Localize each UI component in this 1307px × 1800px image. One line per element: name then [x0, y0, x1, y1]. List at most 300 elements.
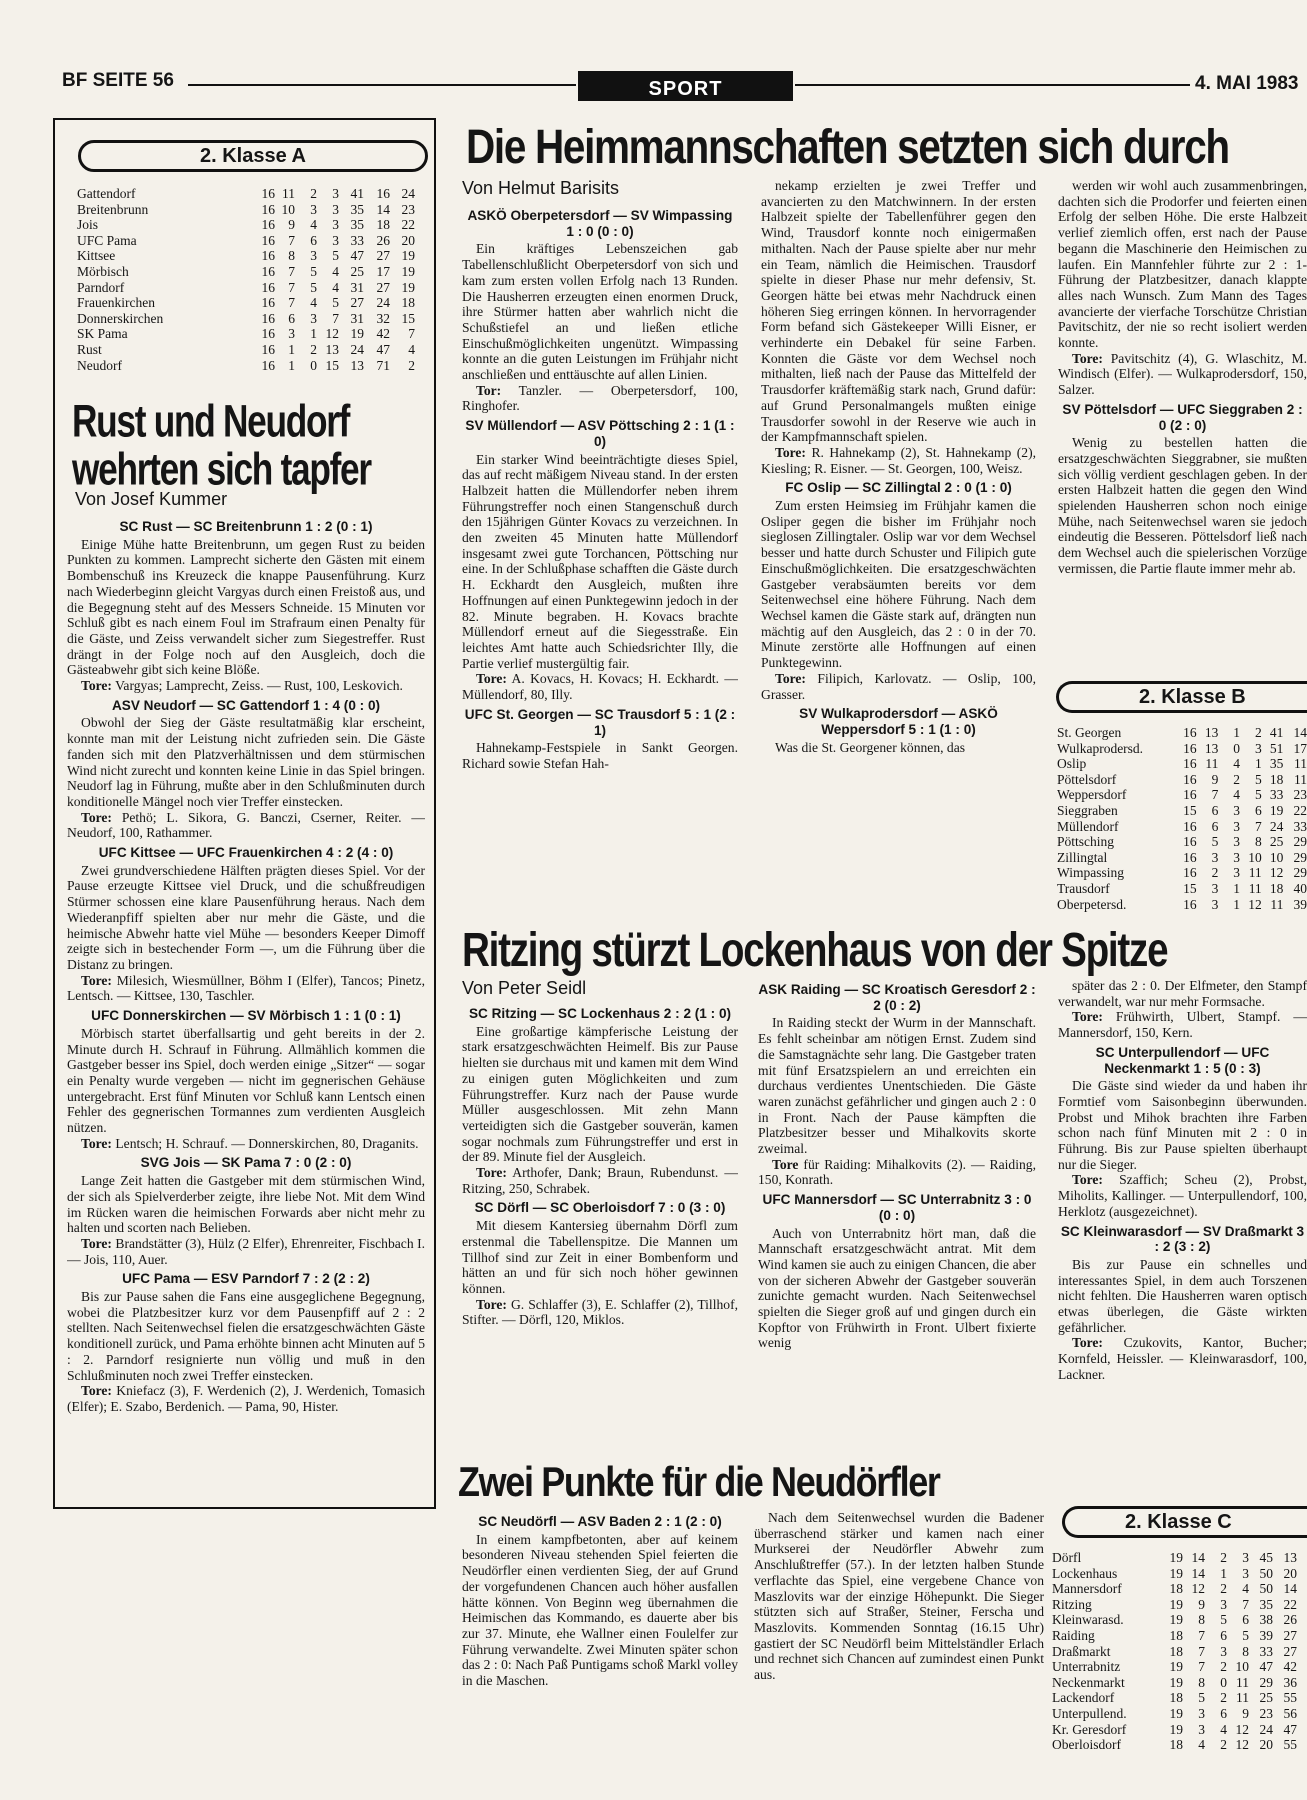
table-cell: 7 — [408, 326, 415, 342]
table-cell: 3 — [1242, 1550, 1249, 1565]
match-report: Wenig zu bestellen hatten die ersatzgeschwächten Sieggrabner, sie mußten sich völlig verdient geschlagen geben. In der ersten Halbzeit hatten die gegen den Wind spielenden Hausherren schon noch einige Mühe, nach Seitenwechsel waren sie jedoch eindeutig die Besseren. Pöttelsdorf ließ nach dem Wechsel auch die spielerischen Vorzüge vermissen, die Partie flaute immer mehr ab. — [1058, 435, 1307, 576]
team-name: Trausdorf — [1057, 880, 1110, 896]
table-row — [1057, 756, 1307, 772]
match-report: Was die St. Georgener können, das — [775, 739, 966, 755]
table-cell: 6 — [1211, 802, 1219, 818]
table-cell: 3 — [310, 201, 317, 217]
table-cell: 8 — [288, 248, 295, 264]
match-report: In einem kampfbetonten, aber auf keinem besonderen Niveau stehenden Spiel feierten die Neudörfler einen verdienten Sieg, der auf Grund der vorgefundenen Chancen auch höher ausfallen hätte können. Von Beginn weg übernahmen die Heimischen das Kommando, es dauerte aber bis zur 37. Minute, ehe Wallner einen Foulelfer zur Führung verwandelte. Zwei Minuten später schon das 2 : 0: Nach Paß Puntigams schoß Markl volley in die Maschen. — [462, 1531, 738, 1689]
table-cell: 8 — [1254, 834, 1262, 850]
table-cell: 11 — [1205, 756, 1219, 772]
table-cell: 16 — [261, 201, 275, 217]
scorers-label: Tore: — [81, 1135, 112, 1151]
table-cell: 11 — [1236, 1674, 1249, 1690]
team-name: Pöttsching — [1057, 834, 1115, 850]
table-cell: 35 — [350, 201, 364, 217]
table-cell: 24 — [350, 341, 364, 357]
table-cell: 2 — [310, 186, 317, 201]
table-cell: 19 — [1169, 1550, 1183, 1565]
table-row — [77, 264, 427, 280]
scorers-line — [462, 383, 738, 414]
table-cell: 12 — [1235, 1737, 1249, 1753]
match-heading: UFC Donnerskirchen — SV Mörbisch 1 : 1 (0 : 1) — [91, 1008, 401, 1024]
scorers-text: G. Schlaffer (3), E. Schlaffer (2), Tillhof, Stifter. — Dörfl, 120, Miklos. — [462, 1296, 738, 1328]
scorers-line — [67, 810, 425, 841]
table-cell: 2 — [408, 357, 415, 373]
table-cell: 1 — [1254, 756, 1262, 772]
scorers-label: Tore: — [775, 444, 806, 460]
table-cell: 2 — [1220, 1737, 1227, 1753]
table-cell: 41 — [350, 186, 364, 201]
table-cell: 19 — [1169, 1565, 1183, 1581]
table-cell: 17 — [1293, 740, 1307, 756]
scorers-label: Tore — [772, 1156, 799, 1172]
table-cell: 16 — [261, 186, 275, 201]
table-cell: 16 — [1183, 849, 1197, 865]
table-cell: 14 — [1293, 725, 1307, 740]
table-cell: 12 — [1235, 1721, 1249, 1737]
team-name: Lackendorf — [1052, 1690, 1115, 1706]
headline-rust-neudorf-2: wehrten sich tapfer — [72, 444, 371, 495]
table-cell: 10 — [1269, 849, 1284, 865]
scorers-line — [462, 1165, 738, 1196]
match-report: Zwei grundverschiedene Hälften prägten dieses Spiel. Vor der Pause erzeugte Kittsee viel Druck, und die schußfreudigen Stürmer schossen eine klare Pausenführung heraus. Nach dem Wiederanpfiff spielten aber nur mehr die Gäste, und die heimische Abwehr hatte viel Mühe — besonders Keeper Dimoff zeigte sich in bestechender Form —, um die Führung über die Distanz zu bringen. — [67, 862, 425, 972]
match-report: Eine großartige kämpferische Leistung der stark ersatzgeschwächten Heimelf. Bis zur Pause hielten sie durchaus mit und kamen mit dem Wind zu einigen guten Möglichkeiten und zum Führungstreffer. Kurz nach der Pause wurde Müller ausgeschlossen. Mit zehn Mann verteidigten sich die Gastgeber souverän, kamen sogar nochmals zum Führungstreffer und erst in der 89. Minute fiel der Ausgleich. — [462, 1023, 738, 1165]
table-cell: 3 — [1198, 1705, 1205, 1721]
team-name: Neudorf — [77, 357, 122, 373]
match-report: Mit diesem Kantersieg übernahm Dörfl zum erstenmal die Tabellenspitze. Die Mannen um Tillhof sind zur Zeit in einer Bombenform und hätten an und für sich noch höher gewinnen können. — [462, 1218, 738, 1296]
team-name: Oberloisdorf — [1052, 1737, 1121, 1753]
table-cell: 19 — [1169, 1596, 1183, 1612]
table-cell: 35 — [1259, 1596, 1273, 1612]
page-number: BF SEITE 56 — [62, 70, 174, 91]
table-cell: 35 — [1269, 756, 1284, 772]
table-cell: 16 — [1183, 725, 1197, 740]
match-heading: SC Ritzing — SC Lockenhaus 2 : 2 (1 : 0) — [468, 1006, 732, 1021]
team-name: Raiding — [1052, 1627, 1095, 1643]
scorers-text: für Raiding: Mihalkovits (2). — Raiding, 150, Konrath. — [758, 1156, 1036, 1188]
match-report: Bis zur Pause ein schnelles und interessantes Spiel, in dem auch Torszenen nicht fehlten. Die Hausherren waren optisch etwas überlegen, die Gäste wirkten gefährlicher. — [1058, 1256, 1307, 1335]
match-report: Ein kräftiges Lebenszeichen gab Tabellenschlußlicht Oberpetersdorf von sich und kam zum ersten vollen Erfolg nach 13 Runden. Die Hausherren erzeugten einen enormen Druck, ihre Stürmer hatten aber wahrlich nicht die Schußstiefel an und ließen etliche Einschußmöglichkeiten ungenützt. Wimpassing konnte an die guten Leistungen im Frühjahr nicht anschließen und enttäuschte auf allen Linien. — [462, 241, 738, 383]
table-row — [77, 311, 427, 327]
table-cell: 16 — [261, 295, 275, 311]
table-cell: 23 — [1259, 1705, 1273, 1721]
scorers-line — [761, 671, 1036, 702]
table-cell: 19 — [1169, 1659, 1183, 1675]
table-cell: 16 — [261, 263, 275, 279]
middle-article-col3 — [1058, 978, 1307, 1453]
scorers-text: Vargyas; Lamprecht, Zeiss. — Rust, 100, Leskovich. — [111, 678, 403, 694]
match-heading: ASK Raiding — SC Kroatisch Geresdorf 2 : 2 (0 : 2) — [758, 982, 1036, 1013]
table-cell: 19 — [401, 279, 415, 295]
table-cell: 18 — [401, 295, 415, 311]
table-cell: 31 — [350, 279, 364, 295]
table-cell: 3 — [1220, 1596, 1227, 1612]
team-name: St. Georgen — [1057, 725, 1122, 740]
table-cell: 32 — [376, 310, 390, 326]
table-row — [1052, 1690, 1307, 1706]
table-cell: 4 — [1242, 1581, 1249, 1597]
table-cell: 4 — [310, 217, 317, 233]
table-cell: 11 — [1294, 771, 1307, 787]
top-article-col3 — [1058, 178, 1307, 666]
match-report: Mörbisch startet überfallsartig und geht bereits in der 2. Minute durch H. Schrauf in Führung. Allmählich kommen die Gastgeber besser ins Spiel, doch werden einige „Sitzer“ — sogar ein Penalty wurde vergeben — nicht im gegnerischen Gehäuse untergebracht. Erst fünf Minuten vor Schluß kann Lentsch einen Fehler des gegnerischen Tormannes zum verdienten Ausgleich nützen. — [67, 1025, 425, 1136]
table-cell: 26 — [1283, 1612, 1297, 1628]
table-cell: 51 — [1269, 740, 1284, 756]
table-cell: 0 — [1220, 1674, 1227, 1690]
table-cell: 18 — [1269, 880, 1284, 896]
table-cell: 14 — [1191, 1565, 1205, 1581]
table-cell: 13 — [1204, 740, 1219, 756]
header-rule-left — [188, 84, 576, 86]
scorers-line — [1058, 351, 1307, 398]
team-name: Oberpetersd. — [1057, 896, 1127, 912]
scorers-line — [67, 1383, 425, 1414]
table-cell: 12 — [1191, 1581, 1205, 1597]
table-cell: 1 — [1233, 896, 1241, 912]
table-cell: 4 — [310, 295, 317, 311]
table-cell: 7 — [1211, 787, 1219, 803]
team-name: SK Pama — [77, 326, 128, 342]
match-report: Auch von Unterrabnitz hört man, daß die Mannschaft ersatzgeschwächt antrat. Mit dem Wind kamen sie auch zu einigen Chancen, die aber von der sicheren Abwehr der Gastgeber souverän zunichte gemacht wurden. Nach Seitenwechsel spielten die Sieger groß auf und gingen durch ein Kopftor von Frühwirth in Front. Ulbert fixierte wenig — [758, 1225, 1036, 1351]
table-cell: 16 — [1183, 740, 1197, 756]
team-name: Draßmarkt — [1052, 1643, 1111, 1659]
byline-left: Von Josef Kummer — [75, 489, 228, 509]
table-cell: 6 — [288, 310, 295, 326]
table-cell: 16 — [1183, 896, 1197, 912]
scorers-text: Tanzler. — Oberpetersdorf, 100, Ringhofer. — [462, 382, 738, 414]
headline-rust-neudorf-1: Rust und Neudorf — [72, 396, 350, 447]
table-cell: 13 — [350, 357, 364, 373]
top-article-col1 — [462, 204, 738, 922]
table-cell: 18 — [1169, 1627, 1183, 1643]
table-cell: 6 — [1254, 802, 1262, 818]
table-cell: 19 — [1169, 1674, 1183, 1690]
team-name: Donnerskirchen — [77, 310, 164, 326]
table-cell: 20 — [1259, 1737, 1273, 1753]
bottom-article-col2 — [754, 1510, 1044, 1798]
league-b-title: 2. Klasse B — [1056, 681, 1307, 713]
scorers-label: Tore: — [81, 1383, 112, 1399]
table-cell: 6 — [1242, 1612, 1249, 1628]
table-cell: 23 — [1293, 787, 1307, 803]
scorers-label: Tore: — [476, 671, 507, 687]
table-cell: 39 — [1259, 1627, 1273, 1643]
table-cell: 16 — [261, 341, 275, 357]
headline-neudoerfler: Zwei Punkte für die Neudörfler — [458, 1459, 940, 1506]
table-cell: 36 — [1283, 1674, 1297, 1690]
table-cell: 4 — [332, 263, 339, 279]
table-cell: 22 — [401, 217, 415, 233]
scorers-label: Tore: — [1072, 1172, 1103, 1188]
table-cell: 41 — [1269, 725, 1284, 740]
scorers-label: Tore: — [81, 1235, 112, 1251]
table-row — [1052, 1597, 1307, 1613]
table-cell: 0 — [310, 357, 317, 373]
table-cell: 16 — [1183, 771, 1197, 787]
table-cell: 5 — [1198, 1690, 1205, 1706]
scorers-line — [67, 973, 425, 1004]
middle-article-col2 — [758, 978, 1036, 1456]
table-cell: 10 — [1248, 849, 1262, 865]
table-cell: 16 — [261, 326, 275, 342]
match-heading: UFC Kittsee — UFC Frauenkirchen 4 : 2 (4 : 0) — [98, 845, 394, 861]
table-cell: 5 — [1220, 1612, 1227, 1628]
team-name: Ritzing — [1052, 1596, 1092, 1612]
table-cell: 15 — [1183, 802, 1197, 818]
table-cell: 3 — [332, 201, 339, 217]
table-cell: 0 — [1233, 740, 1241, 756]
table-cell: 2 — [1220, 1581, 1227, 1597]
bottom-article-col1 — [462, 1510, 738, 1798]
table-cell: 3 — [1233, 834, 1241, 850]
match-heading: ASV Neudorf — SC Gattendorf 1 : 4 (0 : 0) — [111, 697, 381, 713]
team-name: Kr. Geresdorf — [1052, 1721, 1127, 1737]
scorers-text: Szaffich; Scheu (2), Probst, Miholits, Kallinger. — Unterpullendorf, 100, Herklotz (ausgezeichnet). — [1058, 1172, 1307, 1219]
table-row — [77, 233, 427, 249]
table-row — [1057, 865, 1307, 881]
table-cell: 6 — [1220, 1627, 1227, 1643]
table-cell: 47 — [350, 248, 364, 264]
scorers-label: Tore: — [81, 972, 112, 988]
table-cell: 10 — [281, 201, 295, 217]
table-cell: 29 — [1293, 849, 1307, 865]
scorers-label: Tore: — [1072, 1009, 1103, 1025]
table-cell: 3 — [288, 326, 295, 342]
table-row — [1057, 819, 1307, 835]
scorers-text: Milesich, Wiesmüllner, Böhm I (Elfer), Tancos; Pinetz, Lentsch. — Kittsee, 130, Taschler. — [67, 972, 425, 1004]
table-cell: 2 — [310, 341, 317, 357]
match-report: später das 2 : 0. Der Elfmeter, den Stampf verwandelt, war nur mehr Formsache. — [1058, 978, 1307, 1009]
match-heading: UFC Pama — ESV Parndorf 7 : 2 (2 : 2) — [122, 1271, 370, 1287]
table-cell: 6 — [310, 232, 317, 248]
scorers-label: Tore: — [476, 1296, 507, 1312]
match-report: werden wir wohl auch zusammenbringen, dachten sich die Prodorfer und feierten einen Erfolg der selben Höhe. Die erste Halbzeit verlief ziemlich offen, erst nach der Pause begann die Maschinerie den Heimischen zu laufen. Ein Mannfehler führte zur 2 : 1-Führung der Platzbesitzer, danach klappte alles nach Wunsch. Zum Mann des Tages avancierte der vierfache Torschütze Christian Pavitschitz, der nie so recht isoliert werden konnte. — [1058, 178, 1307, 351]
table-row — [1057, 772, 1307, 788]
table-cell: 3 — [332, 186, 339, 201]
headline-heimmannschaften: Die Heimmannschaften setzten sich durch — [466, 119, 1229, 174]
table-row — [1057, 803, 1307, 819]
table-cell: 11 — [1248, 865, 1262, 881]
table-cell: 39 — [1293, 896, 1307, 912]
headline-ritzing: Ritzing stürzt Lockenhaus von der Spitze — [462, 922, 1168, 977]
table-cell: 3 — [310, 310, 317, 326]
table-row — [77, 326, 427, 342]
scorers-label: Tore: — [476, 1165, 507, 1181]
table-cell: 18 — [1269, 771, 1284, 787]
match-report: Hahnekamp-Festspiele in Sankt Georgen. Richard sowie Stefan Hah- — [462, 740, 738, 771]
team-name: Dörfl — [1052, 1550, 1082, 1565]
table-cell: 18 — [1169, 1581, 1183, 1597]
table-cell: 33 — [350, 232, 364, 248]
table-row — [1057, 850, 1307, 866]
table-cell: 8 — [1198, 1674, 1205, 1690]
table-cell: 11 — [1236, 1690, 1249, 1706]
table-cell: 16 — [1183, 818, 1197, 834]
table-row — [77, 248, 427, 264]
table-row — [1052, 1581, 1307, 1597]
match-heading: SC Kleinwarasdorf — SV Draßmarkt 3 : 2 (3 : 2) — [1060, 1223, 1305, 1255]
table-cell: 7 — [1254, 818, 1262, 834]
table-cell: 2 — [1220, 1690, 1227, 1706]
table-cell: 9 — [288, 217, 295, 233]
team-name: Kleinwarasd. — [1052, 1612, 1124, 1628]
table-cell: 24 — [401, 186, 415, 201]
table-cell: 5 — [1242, 1627, 1249, 1643]
team-name: Rust — [77, 341, 102, 357]
table-cell: 50 — [1259, 1565, 1273, 1581]
table-cell: 27 — [376, 248, 390, 264]
table-cell: 56 — [1283, 1705, 1297, 1721]
team-name: Lockenhaus — [1052, 1565, 1118, 1581]
table-cell: 11 — [1294, 756, 1307, 772]
scorers-label: Tore: — [81, 809, 112, 825]
table-cell: 18 — [376, 217, 390, 233]
table-cell: 6 — [1211, 818, 1219, 834]
match-report: Ein starker Wind beeinträchtigte dieses Spiel, das auf recht mäßigem Niveau stand. In der ersten Halbzeit hatten die Müllendorfer neben ihrem Führungstreffer noch einen Stangenschuß durch den 15jährigen Günter Kovacs zu verzeichnen. In den zweiten 45 Minuten hatte Müllendorf insgesamt zwei gute Torchancen, Pöttsching nur eine. In der Schlußphase schafften die Gäste durch H. Eckhardt den Ausgleich, mußten ihre Hoffnungen auf einen Punktegewinn jedoch in der 82. Minute begraben. H. Kovacs brachte Müllendorf erneut auf die Siegesstraße. Ein leichtes Amt hatte auch Schiedsrichter Illy, die Partie verlief mustergültig fair. — [462, 451, 738, 671]
table-cell: 4 — [408, 341, 415, 357]
table-cell: 12 — [325, 326, 339, 342]
top-article-col2 — [761, 178, 1036, 922]
match-heading: SV Müllendorf — ASV Pöttsching 2 : 1 (1 : 0) — [465, 418, 735, 449]
scorers-text: Frühwirth, Ulbert, Stampf. — Mannersdorf, 150, Kern. — [1058, 1009, 1307, 1041]
table-row — [1052, 1706, 1307, 1722]
scorers-line — [758, 1157, 1036, 1188]
team-name: Gattendorf — [77, 186, 136, 201]
table-cell: 55 — [1283, 1690, 1297, 1706]
scorers-label: Tor: — [476, 382, 502, 398]
table-row — [1057, 741, 1307, 757]
table-cell: 71 — [376, 357, 390, 373]
table-row — [77, 358, 427, 374]
middle-article-col1 — [462, 1002, 738, 1456]
table-cell: 5 — [1211, 834, 1219, 850]
section-label: SPORT — [578, 71, 793, 101]
scorers-label: Tore: — [81, 678, 112, 694]
match-report: Einige Mühe hatte Breitenbrunn, um gegen Rust zu beiden Punkten zu kommen. Lamprecht sicherte den Gästen mit einem Bombenschuß ins Kreuzeck die knappe Pausenführung. Kurz nach Wiederbeginn gleicht Vargyas durch einen Freistoß aus, und die Begegnung steht auf des Messers Schneide. 15 Minuten vor Schluß gibt es nach einem Foul im Strafraum einen Penalty für die Gäste, und Zeiss verwandelt sicher zum Siegestreffer. Rust drängt in der Folge noch auf den Ausgleich, doch die Gästeabwehr gibt sich keine Blöße. — [67, 536, 425, 678]
table-cell: 3 — [1198, 1721, 1205, 1737]
scorers-line — [67, 678, 425, 694]
table-cell: 16 — [261, 357, 275, 373]
table-cell: 14 — [1283, 1581, 1297, 1597]
table-cell: 11 — [1248, 880, 1262, 896]
match-report: Bis zur Pause sahen die Fans eine ausgeglichene Begegnung, wobei die Platzbesitzer kurz vor dem Pausenpfiff auf 2 : 2 stellten. Nach Seitenwechsel fielen die ersatzgeschwächten Gäste konditionell zurück, und Pama erhöhte binnen acht Minuten auf 5 : 2. Parndorf resignierte nun völlig und muß in den Schlußminuten noch zwei Treffer einstecken. — [67, 1289, 425, 1383]
scorers-text: Arthofer, Dank; Braun, Rubendunst. — Ritzing, 250, Schrabek. — [462, 1165, 738, 1196]
league-a-title: 2. Klasse A — [78, 140, 428, 172]
table-cell: 10 — [1235, 1659, 1249, 1675]
team-name: Wulkaprodersd. — [1057, 740, 1144, 756]
scorers-text: Filipich, Karlovatz. — Oslip, 100, Grasser. — [761, 670, 1036, 702]
table-cell: 18 — [1169, 1690, 1183, 1706]
table-cell: 3 — [1220, 1643, 1227, 1659]
table-cell: 1 — [310, 326, 317, 342]
team-name: Pöttelsdorf — [1057, 771, 1117, 787]
team-name: Kittsee — [77, 248, 116, 264]
table-cell: 24 — [1259, 1721, 1273, 1737]
table-cell: 45 — [1259, 1550, 1273, 1565]
match-heading: SC Dörfl — SC Oberloisdorf 7 : 0 (3 : 0) — [474, 1200, 726, 1216]
league-c-title: 2. Klasse C — [1062, 1506, 1307, 1538]
table-cell: 24 — [376, 295, 390, 311]
match-report: Lange Zeit hatten die Gastgeber mit dem stürmischen Wind, der sich als Spielverderber zeigte, ihre liebe Not. Mit dem Wind im Rücken waren die heimischen Forwards aber nicht mehr zu halten und scorten nach Belieben. — [67, 1173, 425, 1236]
table-row — [1052, 1550, 1307, 1566]
table-cell: 27 — [376, 279, 390, 295]
team-name: Mannersdorf — [1052, 1581, 1122, 1597]
scorers-line — [462, 671, 738, 702]
table-cell: 25 — [350, 263, 364, 279]
table-row — [1057, 725, 1307, 741]
team-name: Parndorf — [77, 279, 125, 295]
team-name: Mörbisch — [77, 263, 129, 279]
match-heading: SVG Jois — SK Pama 7 : 0 (2 : 0) — [140, 1155, 352, 1171]
scorers-text: Pavitschitz (4), G. Wlaschitz, M. Windisch (Elfer). — Wulkaprodersdorf, 150, Salzer. — [1058, 350, 1307, 398]
table-cell: 4 — [1233, 756, 1241, 772]
table-cell: 9 — [1198, 1596, 1205, 1612]
table-cell: 13 — [1204, 725, 1219, 740]
match-report: nekamp erzielten je zwei Treffer und avancierten zu den Matchwinnern. In der ersten Halbzeit spielte der Tabellenführer gegen den Wind, Trausdorf konnte noch einigermaßen mithalten. Nach der Pause spielte aber nur mehr ein Team, nämlich die Heimischen. Trausdorf spielte in dieser Phase nur mehr defensiv, St. Georgen hätte bei etwas mehr Nachdruck einen höheren Sieg erringen können. In hervorragender Form befand sich Gästekeeper Willi Eisner, er verhinderte ein Debakel für seine Farben. Konnten die Gäste vor dem Wechsel noch mithalten, ließ nach der Pause das Mittelfeld der Trausdorfer kräftemäßig stark nach, Grund dafür: auf Grund Personalmangels mußten einige Trausdorfer sowohl in der Reserve wie auch in der Kampfmannschaft spielen. — [761, 178, 1036, 445]
table-cell: 19 — [1169, 1612, 1183, 1628]
scorers-line — [67, 1136, 425, 1152]
table-cell: 12 — [1269, 865, 1284, 881]
table-cell: 3 — [1211, 849, 1219, 865]
scorers-label: Tore: — [1072, 350, 1103, 366]
table-cell: 16 — [261, 279, 275, 295]
table-cell: 14 — [376, 201, 390, 217]
table-cell: 3 — [310, 248, 317, 264]
table-cell: 25 — [1269, 834, 1284, 850]
table-row — [77, 186, 427, 202]
table-cell: 5 — [310, 279, 317, 295]
table-cell: 2 — [1254, 725, 1262, 740]
table-cell: 3 — [332, 232, 339, 248]
match-report: Die Gäste sind wieder da und haben ihr Formtief vom Saisonbeginn überwunden. Probst und Mihok brachten ihre Farben schon nach fünf Minuten mit 2 : 0 in Führung. Bis zur Pause spielten überhaupt nur die Sieger. — [1058, 1078, 1307, 1172]
table-cell: 20 — [1283, 1565, 1297, 1581]
table-row — [1052, 1722, 1307, 1738]
table-cell: 3 — [1211, 896, 1219, 912]
scorers-line — [761, 445, 1036, 476]
table-cell: 5 — [310, 263, 317, 279]
table-cell: 16 — [261, 248, 275, 264]
team-name: Weppersdorf — [1057, 787, 1127, 803]
league-b-table — [1057, 725, 1307, 912]
team-name: Frauenkirchen — [77, 295, 155, 311]
table-cell: 16 — [1183, 756, 1197, 772]
table-cell: 3 — [1233, 802, 1241, 818]
table-cell: 11 — [282, 186, 295, 201]
table-cell: 7 — [288, 232, 295, 248]
table-cell: 14 — [1191, 1550, 1205, 1565]
table-cell: 12 — [1248, 896, 1262, 912]
scorers-line — [67, 1236, 425, 1267]
table-row — [77, 295, 427, 311]
team-name: Zillingtal — [1057, 849, 1108, 865]
table-cell: 19 — [1269, 802, 1284, 818]
table-cell: 7 — [288, 263, 295, 279]
table-cell: 16 — [1183, 787, 1197, 803]
issue-date: 4. MAI 1983 — [1195, 73, 1299, 94]
table-cell: 38 — [1259, 1612, 1273, 1628]
table-cell: 3 — [1211, 880, 1219, 896]
table-cell: 3 — [1233, 818, 1241, 834]
team-name: Wimpassing — [1057, 865, 1124, 881]
table-cell: 16 — [261, 217, 275, 233]
match-heading: SV Wulkaprodersdorf — ASKÖ Weppersdorf 5 : 1 (1 : 0) — [799, 706, 998, 737]
table-cell: 42 — [1283, 1659, 1297, 1675]
table-cell: 20 — [401, 232, 415, 248]
byline-top: Von Helmut Barisits — [462, 178, 620, 198]
table-cell: 31 — [350, 310, 364, 326]
scorers-line — [1058, 1172, 1307, 1219]
